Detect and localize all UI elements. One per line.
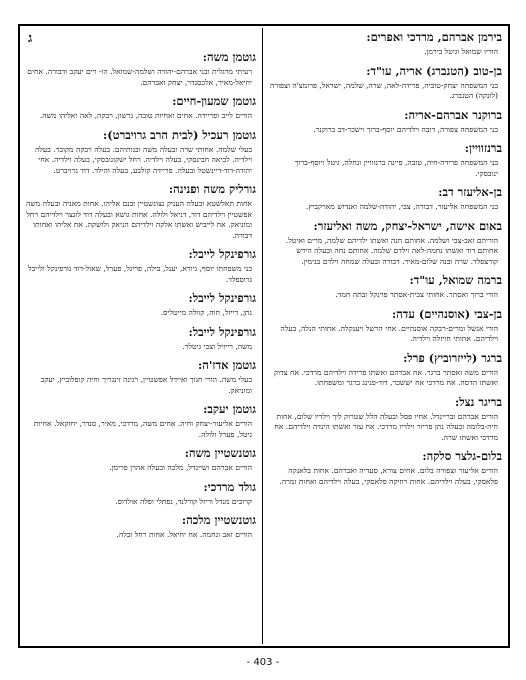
entry-text: אחות תאלשטא ובעלה העניק גצונשטיין ובנם אליהו. אחות מאניה ובעלה משה אפשטיין וילדיהם דוד, דניאל ולולה. אחות גושא ובעלה דוד לונצר וילדיהם רחל ומוניאק. אח לייביש ואשתו אלקה וילדיהם הניאק ולושקה. אח אליהו ואחותו דבורה. [25, 199, 252, 240]
entry-name: בריגר נצל: [454, 394, 502, 409]
entry-left-6 [24, 325, 256, 353]
entry-name: בן-אליעזר דב: [438, 185, 502, 199]
entry-name: גולד מרדכי: [203, 479, 256, 494]
entry-name: גורפינקל לייבל: [188, 324, 256, 339]
left-column [24, 30, 256, 547]
entry-text: הורים לייב ופריידה. אחים ואחיות טובה, גרשון, רבקה, לאה ואליהו משה. [39, 111, 252, 120]
entry-name: גוטמן שמעון-חיים: [172, 94, 256, 108]
entry-text: בני המשפחה צפורה, דובה וילדיהם יוסף-ברוך וישכר-דב ברוקנר. [313, 124, 498, 134]
entry-text: הורים אליעזר-יצחק וחיה. אחים משה, מרדכי, מאיר, סנדר, יחזקאל. אחיות גיטל, פערל ולולה. [33, 419, 252, 439]
entry-name: ברמה שמואל, עו"ד: [409, 273, 502, 287]
entry-name: גורפינקל לייבל: [188, 291, 256, 305]
entry-name: גוטמן אדז'ה: [198, 358, 256, 372]
entry-text: הורי אנשל ומרים-רבקה אוסנהיים. אחי הרשל ויענקלה. אחותי הנלה, בעלה וילדיהם. אחותי חויזלה וילדיה. [280, 323, 498, 343]
entry-name: גוטמן יעקב: [203, 402, 256, 416]
column-divider [262, 28, 263, 644]
entry-name: גוטמן רעכיל (לבית הרב גרויברט): [102, 127, 256, 142]
entry-name: בן-צבי (אוסנהיים) עדה: [391, 306, 502, 321]
entry-text: בני משפחתו יוסף, גיורא, יענל, בילה, פריגל, פערל, שאול-דוד גורפינקל ולייבל גרוספלד. [28, 264, 252, 284]
page-number: - 403 - [246, 657, 280, 668]
entry-left-7 [24, 358, 256, 396]
entry-text: הורים זאב ונחמה. אח יחיאל. אחות רחל ובלה. [116, 530, 252, 539]
entry-name: גורפינקל לייבל: [188, 247, 256, 261]
entry-right-5 [270, 219, 502, 268]
entry-text: הורים משה ואסתר ברגר. אח אברהם ואשתו פרידה וילדיהם מרדכי. אח צדוק ואשתו הדסה. אח מרדכי אח יששכר, דוד-פנינג ברגר ומשפחתו. [274, 367, 498, 387]
entry-right-9 [270, 395, 502, 444]
entry-text: בעלי שלמה. אחותי שרה ובעלה משה ובנותיהם. בעלה רבקה מקובר. בעלה וילדיה. לביאה חבינסקי, בעלה וילדיה. רחל ישקונובסקי, בעלה וילדיה. אחי יהודה-דוד-דיינשטל ובעלה. פריידה קולבע, בעלה והילד. דוד גרויברט. [34, 144, 252, 175]
entry-text: בעלי משה. הורי חנוך ואיידל אפשטיין, רגינה זינגריך וחיה קופלוביץ, יעקב ומוניאק. [40, 375, 252, 395]
entry-left-0 [24, 50, 256, 88]
entry-right-10 [270, 449, 502, 487]
entry-text: בני המשפחה פרידה-חיה, טובה, פיינה ברנזוויין ונחלה, גיטל ויוסף-ברוך ינובסקי. [294, 158, 498, 178]
entry-right-6 [270, 273, 502, 301]
entry-name: ברגר (לייזרוביץ) פרל: [403, 350, 502, 365]
entry-right-0 [270, 30, 502, 58]
entry-text: נתן, דייזל, חוה, קוולה מייטליס. [160, 308, 252, 317]
right-column [270, 30, 502, 493]
entry-text: הוריהם זאב-צבי ושלמה. אחותם חנה ואשתו ילדיהם שלמה, מרים ואיטל. אחותם דוד ואשתו נחמה-לאה וילדם שלמה. אחותם נחה ובעלה הירש קורצפלד. שרה ובנה שלום-מאיר. דבורה ובעלה שמחה וילדם בנימין. [285, 235, 498, 266]
entry-right-7 [270, 307, 502, 345]
entry-left-10 [24, 480, 256, 508]
entry-text: משה, רייזיל וצבי גיטלר. [182, 341, 252, 351]
entry-left-4 [24, 247, 256, 285]
section-letter: ג [28, 31, 33, 46]
entry-left-11 [24, 513, 256, 541]
entry-name: באום אישה, ישראל-יצחק, משה ואליעזר: [313, 218, 502, 233]
entry-name: בירמן אברהם, מרדכי ואפרים: [366, 30, 502, 44]
entry-name: ברנזוויין: [464, 141, 502, 155]
entry-text: בני המשפחה אליעזר, דבורה, צבי, יהודה-שלמה ואנדוש מארקביץ. [305, 202, 498, 211]
entry-right-2 [270, 108, 502, 136]
entry-name: גוטמן משה: [202, 50, 256, 64]
entry-text: הורים אברהם ובריינדל. אחיו פסל ובעלה הלל שטרוק ליך וילדיו שלום, אחות חיה-בלומה ובעלה נתן פריזר וילדיו מרדכי. אח עזר ואשתו הינדה וילדיהם. אח מרדכי ואשתו שרה. [274, 411, 498, 442]
entry-left-5 [24, 291, 256, 319]
entry-right-4 [270, 185, 502, 213]
entry-text: בני המשפחה יצחק-טוביה, פרידה-לאה, שרה, שלמה, ישראל, פרומצ'ה וצפורה (לונקה) הטנברג. [270, 80, 498, 100]
entry-text: קרובים מנדל וריזל קורלנד, נפתלי ופלה אולדוס. [115, 496, 252, 506]
entry-text: הורים אברהם ושיינדל, מלכה ובעלה אהרן פרימן. [109, 463, 252, 472]
entry-name: גוטנשטיין משה: [184, 446, 256, 460]
entry-name: ברוקנר אברהם-אריה: [404, 107, 502, 122]
entry-left-8 [24, 402, 256, 440]
entry-name: גורליק משה ופנינה: [168, 182, 256, 196]
entry-right-3 [270, 141, 502, 179]
entry-right-1 [270, 64, 502, 102]
entry-name: בן-טוב (הטנברג) אריה, עו"ד: [366, 63, 502, 78]
entry-text: רעיתי מרגלית ובני אברהם-יהודה ושלמה-שמואל. הו- רים יעקב ודבורה. אחים יחיאל-מאיר, אלכסנדר, יצחק ואברהם. [27, 67, 252, 87]
entry-left-9 [24, 446, 256, 474]
entry-text: הורים אליעזר וצפורה בלום. אחים צורא, סעדיה ואברהם. אחות בלאנקה פלאסקי, בעלה וילדיהם. אחות רוזיקה פלאסקי, בעלה וילדיהם ואחות זמרה. [279, 466, 498, 486]
entry-right-8 [270, 351, 502, 389]
entry-left-3 [24, 182, 256, 241]
entry-left-2 [24, 128, 256, 177]
entry-text: הוריו שמואל וגיטל בירמן. [424, 47, 498, 56]
entry-left-1 [24, 94, 256, 122]
entry-name: גוטנשטיין מלכה: [181, 513, 256, 527]
entry-name: בלום-גלצר סלקה: [422, 449, 502, 463]
entry-text: הורי ברוך ואסתר. אחותי צבית-אסתר פרנקל ובתה חמד. [335, 290, 498, 299]
